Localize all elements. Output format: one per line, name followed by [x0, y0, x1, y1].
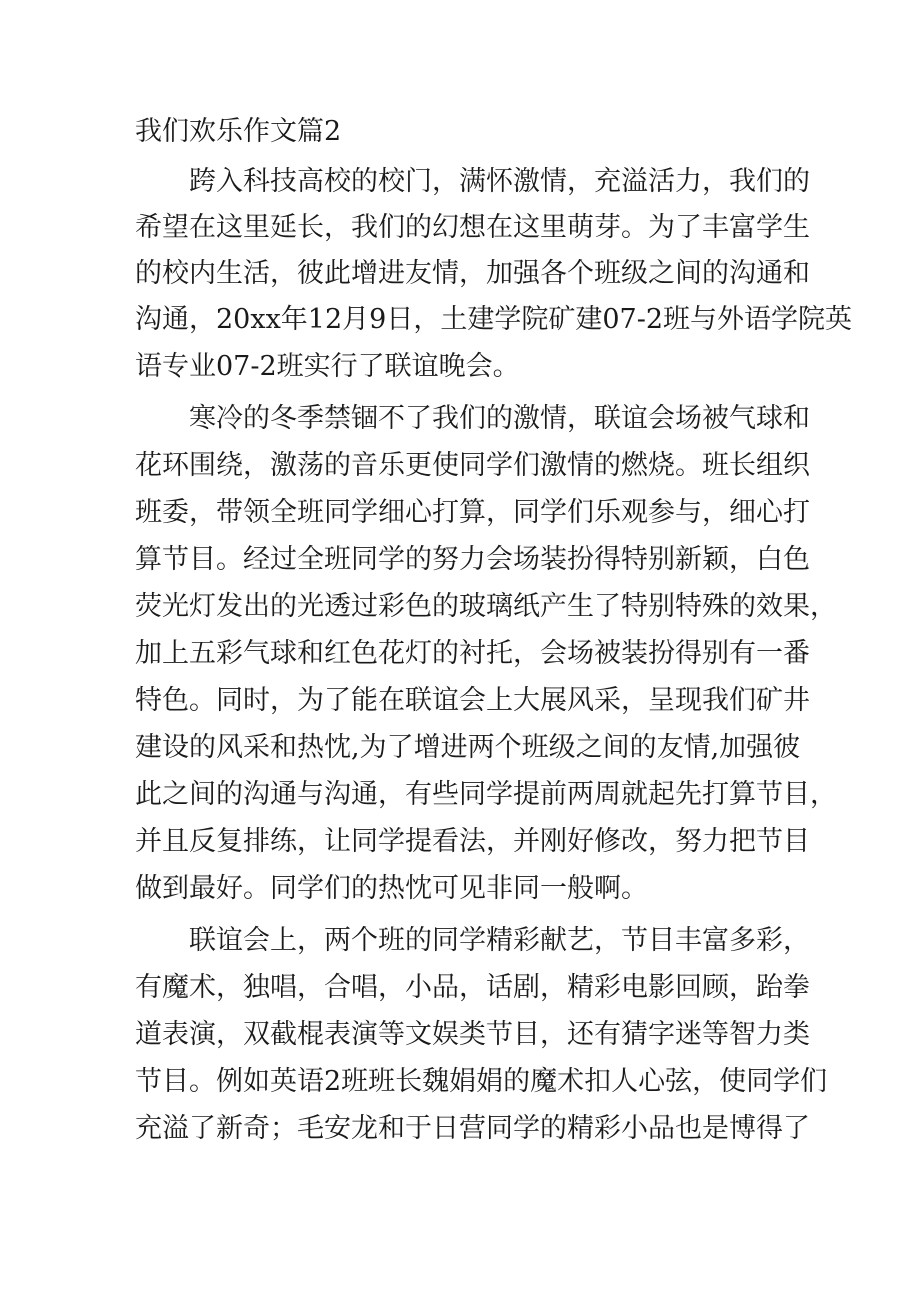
paragraph-2-line-11: 做到最好。同学们的热忱可见非同一般啊。	[135, 873, 648, 904]
paragraph-1-line-1: 跨入科技高校的校门，满怀激情，充溢活力，我们的	[189, 166, 810, 197]
paragraph-1-line-4: 沟通，20xx年12月9日，土建学院矿建07-2班与外语学院英	[135, 304, 853, 335]
paragraph-2-line-6: 加上五彩气球和红色花灯的衬托，会场被装扮得别有一番	[135, 638, 810, 669]
paragraph-2-line-5: 荧光灯发出的光透过彩色的玻璃纸产生了特别特殊的效果，	[135, 591, 837, 622]
paragraph-2-line-4: 算节目。经过全班同学的努力会场装扮得特别新颖，白色	[135, 544, 810, 575]
paragraph-2-line-2: 花环围绕，激荡的音乐更使同学们激情的燃烧。班长组织	[135, 450, 810, 481]
paragraph-3-line-2: 有魔术，独唱，合唱，小品，话剧，精彩电影回顾，跆拳	[135, 972, 810, 1003]
paragraph-2-line-9: 此之间的沟通与沟通，有些同学提前两周就起先打算节目，	[135, 779, 837, 810]
paragraph-3-line-4: 节目。例如英语2班班长魏娟娟的魔术扣人心弦，使同学们	[135, 1066, 828, 1097]
paragraph-3-line-1: 联谊会上，两个班的同学精彩献艺，节目丰富多彩，	[189, 925, 810, 956]
paragraph-1-line-2: 希望在这里延长，我们的幻想在这里萌芽。为了丰富学生	[135, 212, 810, 243]
paragraph-2-line-3: 班委，带领全班同学细心打算，同学们乐观参与，细心打	[135, 497, 810, 528]
paragraph-2-line-10: 并且反复排练，让同学提看法，并刚好修改，努力把节目	[135, 826, 810, 857]
paragraph-2-line-7: 特色。同时，为了能在联谊会上大展风采，呈现我们矿井	[135, 685, 810, 716]
paragraph-1-line-5: 语专业07-2班实行了联谊晚会。	[135, 351, 520, 382]
paragraph-2-line-8: 建设的风采和热忱,为了增进两个班级之间的友情,加强彼	[135, 732, 801, 763]
paragraph-1-line-3: 的校内生活，彼此增进友情，加强各个班级之间的沟通和	[135, 258, 810, 289]
paragraph-3-line-3: 道表演，双截棍表演等文娱类节目，还有猜字迷等智力类	[135, 1019, 810, 1050]
document-title: 我们欢乐作文篇2	[135, 116, 342, 147]
paragraph-3-line-5: 充溢了新奇；毛安龙和于日营同学的精彩小品也是博得了	[135, 1113, 810, 1144]
paragraph-2-line-1: 寒冷的冬季禁锢不了我们的激情，联谊会场被气球和	[189, 403, 810, 434]
